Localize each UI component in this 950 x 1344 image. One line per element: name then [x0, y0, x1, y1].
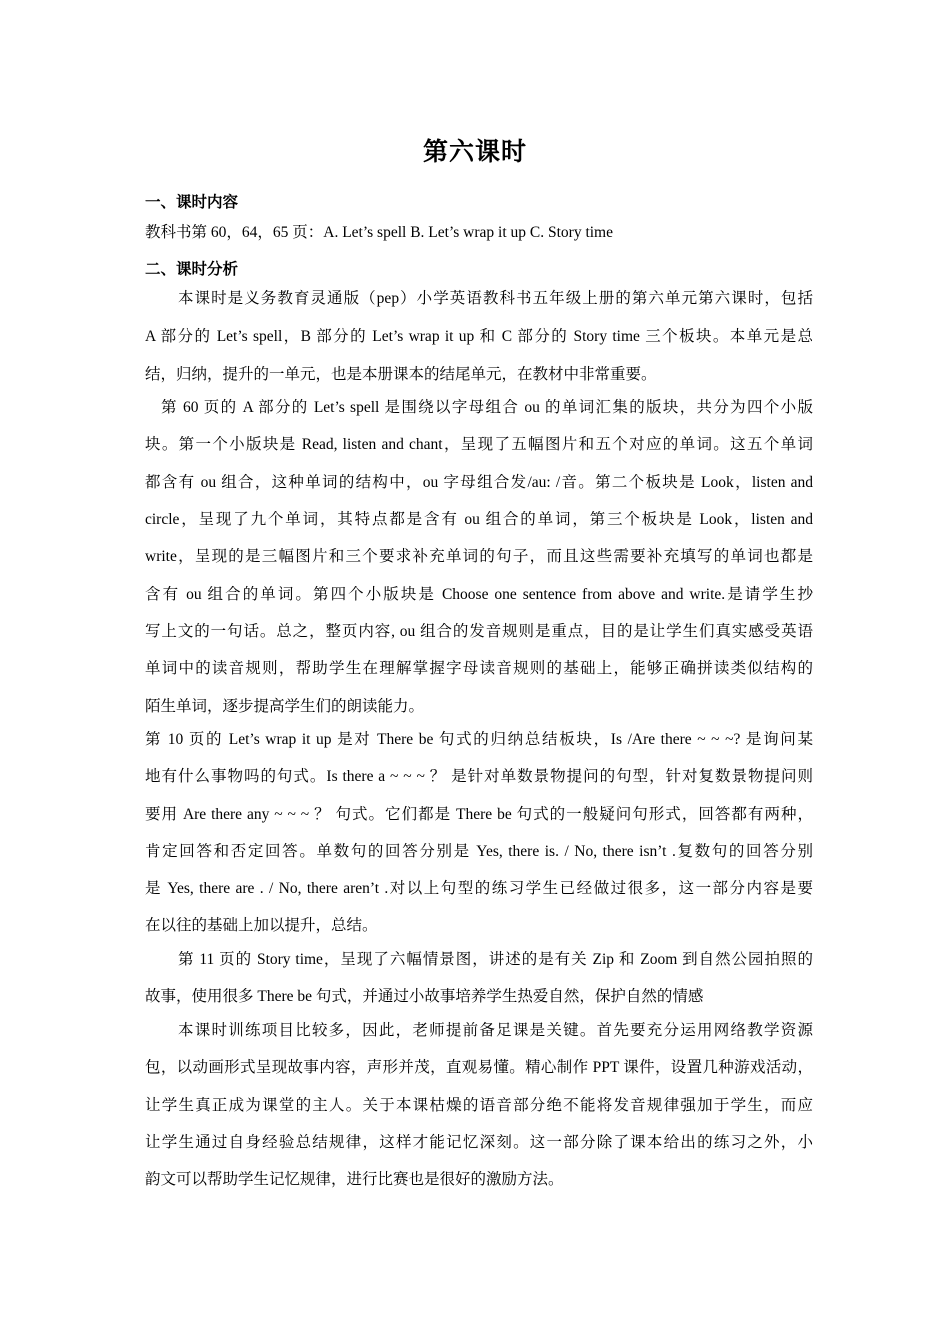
paragraph-line: 第 60 页的 A 部分的 Let’s spell 是围绕以字母组合 ou 的单词汇集的版块，共分为四个小版 [161, 399, 813, 416]
paragraph-line: 让学生真正成为课堂的主人。关于本课枯燥的语音部分绝不能将发音规律强加于学生，而应 [145, 1097, 813, 1114]
paragraph-line: 本课时训练项目比较多，因此，老师提前备足课是关键。首先要充分运用网络教学资源 [178, 1022, 813, 1039]
paragraph-line: 地有什么事物吗的句式。Is there a ~ ~ ~ ？ 是针对单数景物提问的句型，针对复数景物提问则 [145, 768, 813, 785]
paragraph-line: 含有 ou 组合的单词。第四个小版块是 Choose one sentence from above and write.是请学生抄 [145, 586, 813, 603]
paragraph-line: 都含有 ou 组合，这种单词的结构中，ou 字母组合发/au: /音。第二个板块是 Look，listen and [145, 474, 813, 491]
paragraph-line: 在以往的基础上加以提升，总结。 [145, 917, 378, 934]
paragraph-line: 本课时是义务教育灵通版（pep）小学英语教科书五年级上册的第六单元第六课时，包括 [178, 290, 813, 307]
section-heading-analysis: 二、课时分析 [145, 261, 239, 278]
paragraph-line: 要用 Are there any ~ ~ ~ ？ 句式。它们都是 There be 句式的一般疑问句形式，回答都有两种， [145, 806, 813, 823]
page-title: 第六课时 [422, 139, 527, 166]
paragraph-line: 结，归纳，提升的一单元，也是本册课本的结尾单元，在教材中非常重要。 [145, 366, 657, 383]
section-heading-content: 一、课时内容 [145, 194, 239, 211]
paragraph-line: A 部分的 Let’s spell，B 部分的 Let’s wrap it up 和 C 部分的 Story time 三个板块。本单元是总 [145, 328, 813, 345]
paragraph-line: 写上文的一句话。总之，整页内容, ou 组合的发音规则是重点，目的是让学生们真实感受英语 [145, 623, 813, 640]
paragraph-line: 第 10 页的 Let’s wrap it up 是对 There be 句式的归纳总结板块，Is /Are there ~ ~ ~? 是询问某 [145, 731, 813, 748]
paragraph-line: 故事，使用很多 There be 句式，并通过小故事培养学生热爱自然，保护自然的情感 [145, 988, 704, 1005]
paragraph-line: 陌生单词，逐步提高学生们的朗读能力。 [145, 698, 425, 715]
paragraph-line: 是 Yes, there are . / No, there aren’t .对以上句型的练习学生已经做过很多，这一部分内容是要 [145, 880, 813, 897]
paragraph-line: 块。第一个小版块是 Read, listen and chant，呈现了五幅图片和五个对应的单词。这五个单词 [145, 436, 813, 453]
paragraph-line: 单词中的读音规则，帮助学生在理解掌握字母读音规则的基础上，能够正确拼读类似结构的 [145, 660, 813, 677]
paragraph-line: write，呈现的是三幅图片和三个要求补充单词的句子，而且这些需要补充填写的单词也都是 [145, 548, 813, 565]
paragraph-line: 韵文可以帮助学生记忆规律，进行比赛也是很好的激励方法。 [145, 1171, 564, 1188]
paragraph-line: 肯定回答和否定回答。单数句的回答分别是 Yes, there is. / No, there isn’t .复数句的回答分别 [145, 843, 813, 860]
paragraph-line: circle，呈现了九个单词，其特点都是含有 ou 组合的单词，第三个板块是 Look，listen and [145, 511, 813, 528]
paragraph-line: 第 11 页的 Story time，呈现了六幅情景图，讲述的是有关 Zip 和 Zoom 到自然公园拍照的 [178, 951, 813, 968]
paragraph-line: 包，以动画形式呈现故事内容，声形并茂，直观易懂。精心制作 PPT 课件，设置几种游戏活动， [145, 1059, 813, 1076]
paragraph-line: 让学生通过自身经验总结规律，这样才能记忆深刻。这一部分除了课本给出的练习之外，小 [145, 1134, 813, 1151]
section-content-text: 教科书第 60，64，65 页：A. Let’s spell B. Let’s wrap it up C. Story time [145, 224, 613, 241]
